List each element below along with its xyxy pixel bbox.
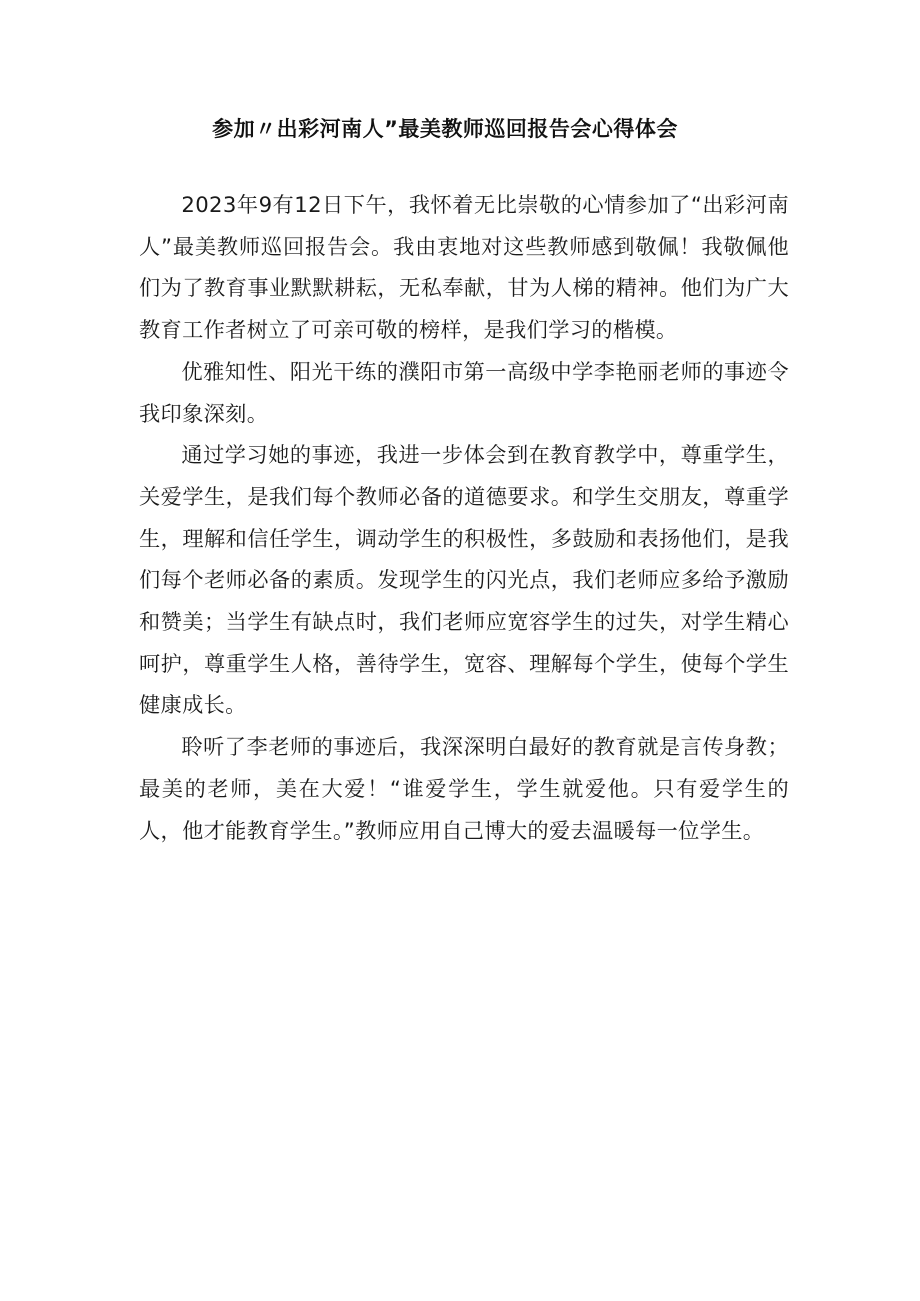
document-title: 参加〃出彩河南人”最美教师巡回报告会心得体会 [212,117,678,141]
paragraph-3: 通过学习她的事迹，我进一步体会到在教育教学中，尊重学生，关爱学生，是我们每个教师必备的道德要求。和学生交朋友，尊重学生，理解和信任学生，调动学生的积极性，多鼓励和表扬他们，是我们每个老师必备的素质。发现学生的闪光点，我们老师应多给予激励和赞美；当学生有缺点时，我们老师应宽容学生的过失，对学生精心呵护，尊重学生人格，善待学生，宽容、理解每个学生，使每个学生健康成长。 [139,442,789,718]
paragraph-4: 聆听了李老师的事迹后，我深深明白最好的教育就是言传身教；最美的老师，美在大爱！“谁爱学生，学生就爱他。只有爱学生的人，他才能教育学生。”教师应用自己博大的爱去温暖每一位学生。 [139,734,789,843]
paragraph-2: 优雅知性、阳光干练的濮阳市第一高级中学李艳丽老师的事迹令我印象深刻。 [139,358,789,426]
paragraph-1: 2023年9有12日下午，我怀着无比崇敬的心情参加了“出彩河南人”最美教师巡回报告会。我由衷地对这些教师感到敬佩！我敬佩他们为了教育事业默默耕耘，无私奉献，甘为人梯的精神。他们为广大教育工作者树立了可亲可敬的榜样，是我们学习的楷模。 [139,192,789,343]
document-body [139,184,789,851]
